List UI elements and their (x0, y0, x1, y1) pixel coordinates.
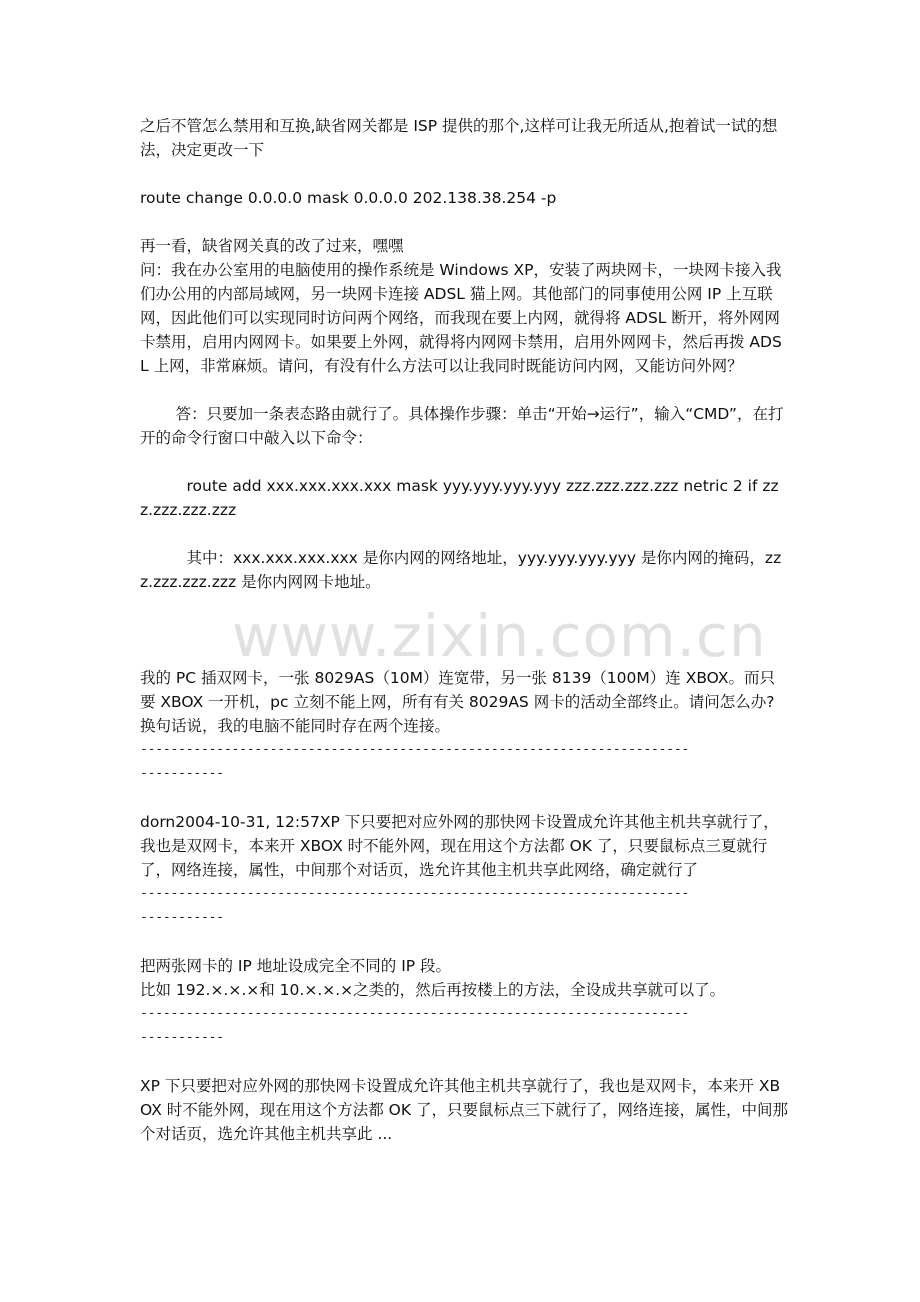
paragraph-result: 再一看，缺省网关真的改了过来，嘿嘿 (140, 237, 404, 255)
spacer (140, 522, 788, 546)
divider-line: ------------------------------------------------------------------------ (140, 886, 690, 901)
spacer (140, 210, 788, 234)
paragraph-answer: 答：只要加一条表态路由就行了。具体操作步骤：单击“开始→运行”，输入“CMD”，在打开的命令行窗口中敲入以下命令： (140, 405, 784, 447)
spacer (140, 378, 788, 402)
divider-line: ------------------------------------------------------------------------ (140, 742, 690, 757)
spacer (140, 618, 788, 642)
spacer (140, 162, 788, 186)
route-change-command: route change 0.0.0.0 mask 0.0.0.0 202.138.38.254 -p (140, 189, 557, 207)
watermark-text: www.zixin.com.cn (232, 602, 767, 670)
paragraph-explanation: 其中：xxx.xxx.xxx.xxx 是你内网的网络地址，yyy.yyy.yyy.yyy 是你内网的掩码，zzz.zzz.zzz.zzz 是你内网网卡地址。 (140, 549, 782, 591)
spacer (140, 930, 788, 954)
paragraph-gateway-note: 之后不管怎么禁用和互换,缺省网关都是 ISP 提供的那个,这样可让我无所适从,抱着试一试的想法，决定更改一下 (140, 117, 778, 159)
paragraph-question: 问：我在办公室用的电脑使用的操作系统是 Windows XP，安装了两块网卡，一块网卡接入我们办公用的内部局域网，另一块网卡连接 ADSL 猫上网。其他部门的同事使用公网 IP 上互联网，因此他们可以实现同时访问两个网络，而我现在要上内网，就得将 ADSL 断开，将外网网卡禁用，启用内网网卡。如果要上外网，就得将内网网卡禁用，启用外网网卡，然后再拨 ADSL 上网，非常麻烦。请问，有没有什么方法可以让我同时既能访问内网，又能访问外网？ (140, 261, 782, 375)
divider-line-tail: ----------- (140, 1030, 224, 1045)
document-body (140, 114, 788, 1146)
paragraph-reply-dorn: dorn2004-10-31, 12:57XP 下只要把对应外网的那快网卡设置成允许其他主机共享就行了，我也是双网卡，本来开 XBOX 时不能外网，现在用这个方法都 OK 了，只要鼠标点三夏就行了，网络连接，属性，中间那个对话页，选允许其他主机共享此网络，确定就行了 (140, 813, 779, 879)
paragraph-ip-example: 比如 192.×.×.×和 10.×.×.×之类的，然后再按楼上的方法，全设成共享就可以了。 (140, 981, 726, 999)
divider-line-tail: ----------- (140, 766, 224, 781)
spacer (140, 642, 788, 666)
spacer (140, 450, 788, 474)
paragraph-reply-quote: XP 下只要把对应外网的那快网卡设置成允许其他主机共享就行了，我也是双网卡，本来开 XBOX 时不能外网，现在用这个方法都 OK 了，只要鼠标点三下就行了，网络连接，属性，中间那个对话页，选允许其他主机共享此 ... (140, 1077, 788, 1143)
paragraph-restatement: 换句话说，我的电脑不能同时存在两个连接。 (140, 717, 451, 735)
route-add-command: route add xxx.xxx.xxx.xxx mask yyy.yyy.yyy.yyy zzz.zzz.zzz.zzz netric 2 if zzz.zzz.zzz.zzz (140, 477, 779, 519)
paragraph-ip-advice: 把两张网卡的 IP 地址设成完全不同的 IP 段。 (140, 957, 452, 975)
divider-line: ------------------------------------------------------------------------ (140, 1006, 690, 1021)
spacer (140, 1050, 788, 1074)
spacer (140, 786, 788, 810)
spacer (140, 594, 788, 618)
paragraph-dual-nic-question: 我的 PC 插双网卡，一张 8029AS（10M）连宽带，另一张 8139（100M）连 XBOX。而只要 XBOX 一开机，pc 立刻不能上网，所有有关 8029AS 网卡的活动全部终止。请问怎么办? (140, 669, 776, 711)
divider-line-tail: ----------- (140, 910, 224, 925)
